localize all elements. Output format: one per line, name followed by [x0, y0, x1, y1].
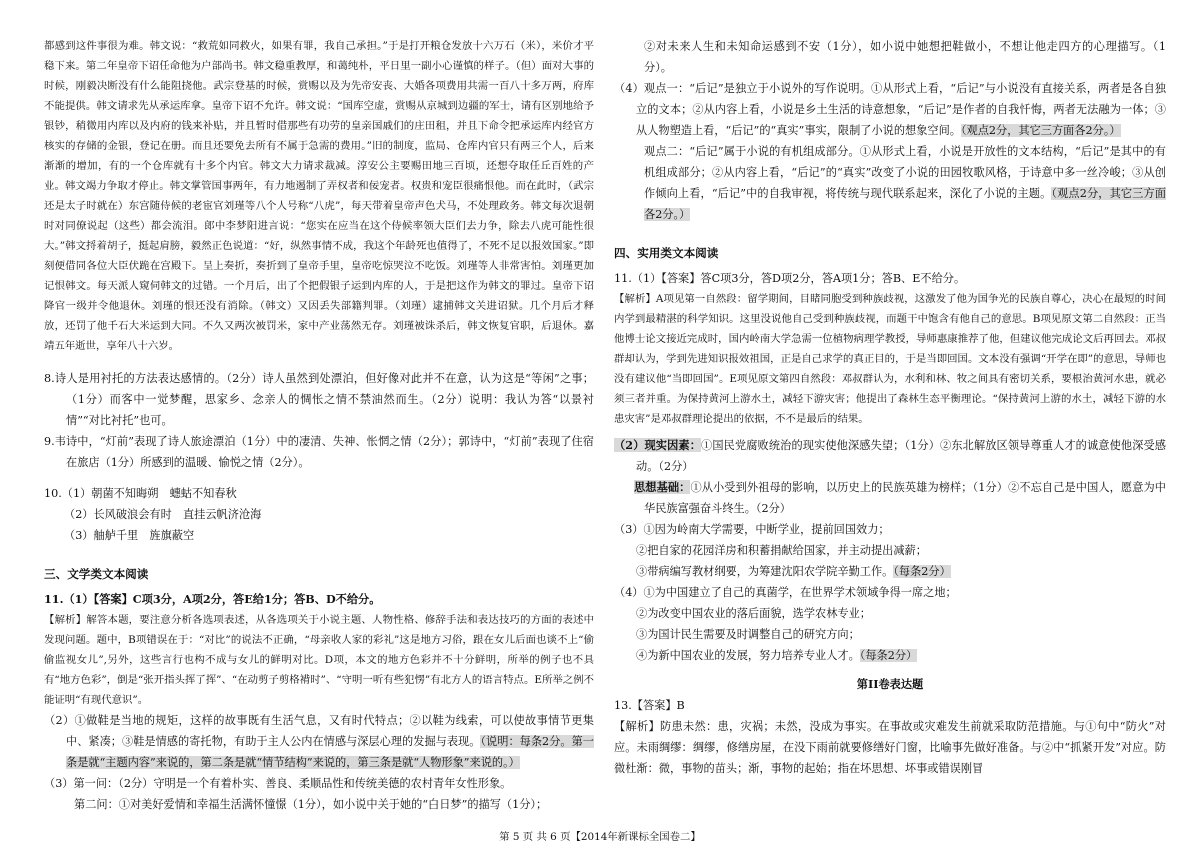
scoring-note: （观点2分，其它三方面各2分。） — [960, 124, 1121, 137]
answer-q11b-4-2: ②为改变中国农业的落后面貌，选学农林专业； — [636, 607, 871, 620]
scoring-note: （说明：每条2分。第一条是就“主题内容”来说的，第二条是就“情节结构”来说的，第三条是就“人物形象”来说的。） — [66, 735, 594, 769]
scoring-note: （每条2分） — [893, 565, 951, 578]
section-heading-practical: 四、实用类文本阅读 — [614, 246, 719, 260]
answer-q13: 13.【答案】B — [614, 699, 685, 712]
answer-q8: 8.诗人是用衬托的方法表达感情的。（2分）诗人虽然到处漂泊，但好像对此并不在意，认为这是“等闲”之事；（1分）而客中一觉梦醒，思家乡、念亲人的惆怅之情不禁油然而生。（2分）说明：我认为答“以景衬情”“对比衬托”也可。 — [44, 372, 594, 427]
answer-q10-1: 10.（1）朝菌不知晦朔 蟪蛄不知春秋 — [44, 487, 237, 500]
answer-q11b-4-1: （4）①为中国建立了自己的真菌学，在世界学术领域争得一席之地； — [614, 586, 957, 599]
answer-q11b-3-2: ②把自家的花园洋房和积蓄捐献给国家，并主动提出减薪； — [636, 544, 927, 557]
analysis-q11-1: 【解析】解答本题，要注意分析各选项表述，从各选项关于小说主题、人物性格、修辞手法和表达技巧的方面的表述中发现问题。题中，B项错误在于：“对比”的说法不正确，“母亲收人家的彩礼”这是地方习俗，跟在女儿后面也谈不上“偷偷监视女儿”,另外，这些言行也构不成与女儿的鲜明对比。D项，本文的地方色彩并不十分鲜明，所举的例子也不具有“地方色彩”，倒是“张开指头挥了挥”、“在动剪子剪格褙时”、“守明一听有些犯愣”有北方人的语言特点。E所举之例不能证明“有现代意识”。 — [44, 614, 594, 706]
spacer — [44, 356, 594, 368]
spacer — [44, 546, 594, 556]
answer-q11b-2a — [614, 435, 1166, 477]
section-heading-literary: 三、文学类文本阅读 — [44, 567, 149, 581]
answer-q11-1: 11.（1）【答案】C项3分，A项2分，答E给1分；答B、D不给分。 — [44, 592, 381, 606]
answer-q11b-4-3: ③为国计民生需要及时调整自己的研究方向； — [636, 628, 860, 641]
answer-q11b-3-1: （3）①因为岭南大学需要，中断学业，提前回国效力； — [614, 523, 890, 536]
answer-q11b-2b — [614, 477, 1166, 519]
scoring-note: （观点2分，其它三方面各2分。） — [644, 187, 1166, 221]
answer-q11-4-view1-text: （4）观点一：“后记”是独立于小说外的写作说明。①从形式上看，“后记”与小说没有直接关系，两者是各自独立的文本；②从内容上看，小说是乡土生活的诗意想象，“后记”是作者的自我忏悔，两者无法融为一体；③从人物塑造上看，“后记”的“真实”事实，限制了小说的想象空间。 — [614, 82, 1166, 137]
answer-q11b-4-4-text: ④为新中国农业的发展，努力培养专业人才。 — [636, 649, 860, 662]
page-footer: 第 5 页 共 6 页【2014年新课标全国卷二】 — [499, 831, 701, 843]
answer-q11b-1: 11.（1）【答案】答C项3分，答D项2分，答A项1分；答B、E不给分。 — [614, 272, 966, 285]
scoring-note: （每条2分） — [859, 649, 918, 662]
spacer — [614, 666, 1166, 674]
answer-q11-3-q2: 第二问：①对美好爱情和幸福生活满怀憧憬（1分），如小说中关于她的“白日梦”的描写（1分）； — [74, 798, 548, 811]
answer-q11b-4-4 — [614, 645, 1166, 666]
answer-q11-2-text: （2）①做鞋是当地的规矩，这样的故事既有生活气息，又有时代特点；②以鞋为线索，可以使故事情节更集中、紧凑；③鞋是情感的寄托物，有助于主人公内在情感与深层心理的发掘与表现。 — [44, 714, 594, 748]
answer-q10-2: （2）长风破浪会有时 直挂云帆济沧海 — [64, 508, 262, 521]
spacer — [44, 473, 594, 483]
analysis-q13: 【解析】防患未然：患，灾祸；未然，没成为事实。在事故或灾难发生前就采取防范措施。与①句中“防火”对应。未雨绸缪：绸缪，修缮房屋，在没下雨前就要修缮好门窗，比喻事先做好准备。与②中“抓紧开发”对应。防微杜渐：微，事物的苗头；渐，事物的起始；指在坏思想、坏事或错误刚冒 — [614, 720, 1166, 775]
analysis-q11b-1: 【解析】A项见第一自然段：留学期间，目睹同胞受到种族歧视，这激发了他为国争光的民族自尊心，决心在最短的时间内学到最精湛的科学知识。这里没说他自己受到种族歧视，而题干中饱含有他自己的意思。B项见原文第二自然段：正当他博士论文接近完成时，国内岭南大学急需一位植物病理学教授，导师惠康推荐了他，但建议他完成论文后再回去。邓叔群却认为，学到先进知识报效祖国，正是自己求学的真正目的，于是当即回国。文本没有强调“开学在即”的意思，导师也没有建议他“当即回国”。E项见原文第四自然段：邓叔群认为，水利和林、牧之间具有密切关系，要根治黄河水患，就必须三者并重。为保持黄河上游水土，减轻下游灾害；他提出了森林生态平衡理论。“保持黄河上游的水土，减轻下游的水患灾害”是邓叔群理论提出的依据，不不是最后的结果。 — [614, 293, 1166, 425]
story-translation: 都感到这件事很为难。韩文说：“救荒如同救火，如果有罪，我自己承担。”于是打开粮仓发放十六万石（米），米价才平稳下来。第二年皇帝下诏任命他为户部尚书。韩文稳重教厚，和蔼纯朴，平日里一副小心谨慎的样子。（但）面对大事的时候，刚毅决断没有什么能阻挠他。武宗登基的时候，赏赐以及为先帝安丧、大婚各项费用共需一百八十多万两，府库不能提供。韩文请求先从承运库拿。皇帝下诏不允许。韩文说：“国库空虚，赏赐从京城到边疆的军士，请有区别地给予银钞，稍微用内库以及内府的钱来补贴，并且暂时借那些有功劳的皇亲国戚们的庄田租，并且下命令把承运库内经官方核实的存储的金银，登记在册。而且还要免去所有不属于急需的费用。”旧的制度，监局、仓库内官只有两三个人，后来渐渐的增加，有的一个仓库就有十多个内官。韩文大力请求裁减。淳安公主要赐田地三百顷，还想夺取任丘百姓的产业。韩文竭力争取才停止。韩文掌管国事两年，有力地遏制了弄权者和佞宠者。权贵和宠臣很痛恨他。而在此时，（武宗还是太子时就在）东宫随侍候的老宦官刘瑾等八个人号称“八虎”，每天带着皇帝声色犬马，不处理政务。韩文每次退朝时对同僚说起（这些）都会流泪。郎中李梦阳进言说：“您实在应当在这个侍候率领大臣们去力争，除去八虎可能性很大。”韩文捋着胡子，挺起肩膀，毅然正色说道：“好，纵然事情不成，我这个年龄死也值得了，不死不足以报效国家。”即刻便借同各位大臣伏跪在宫殿下。呈上奏折，奏折到了皇帝手里，皇帝吃惊哭泣不吃饭。刘瑾等人非常害怕。刘瑾更加记恨韩文。每天派人窥伺韩文的过错。一个月后，出了个把假银子运到内库的人，于是把这作为韩文的罪过。皇帝下诏降官一级并令他退休。刘瑾的恨还没有消除。（韩文）又因丢失部籍判罪。（刘瑾）逮捕韩文关进诏狱。几个月后才释放，还罚了他千石大米运到大同。不久又两次被罚米，家中产业荡然无存。刘瑾被诛杀后，韩文恢复官职，后退休。嘉靖五年逝世，享年八十六岁。 — [44, 40, 594, 352]
part-two-heading: 第II卷表达题 — [856, 677, 924, 691]
label-realistic-factors: （2）现实因素： — [614, 438, 702, 452]
answer-q11b-3-3 — [614, 561, 1166, 582]
answer-q11b-2a-text: ①国民党腐败统治的现实使他深感失望；（1分）②东北解放区领导尊重人才的诚意使他深受感动。（2分） — [636, 439, 1166, 473]
right-column — [614, 36, 1166, 779]
answer-q11-2 — [44, 710, 594, 773]
answer-q11b-2b-text: ①从小受到外祖母的影响，以历史上的民族英雄为榜样；（1分）②不忘自己是中国人，愿意为中华民族富强奋斗终生。（2分） — [644, 481, 1166, 515]
answer-q11-4-view1 — [614, 78, 1166, 141]
answer-q11-3-b: ②对未来人生和未知命运感到不安（1分），如小说中她想把鞋做小，不想让他走四方的心理描写。（1分）。 — [644, 40, 1166, 74]
answer-q10-3: （3）舳舻千里 旌旗蔽空 — [64, 529, 195, 542]
label-ideological-basis: 思想基础： — [634, 480, 691, 494]
answer-q11-3-q1: （3）第一问：（2分）守明是一个有着朴实、善良、柔顺品性和传统美德的农村青年女性形象。 — [44, 777, 512, 790]
answer-q9: 9.韦诗中，“灯前”表现了诗人旅途漂泊（1分）中的凄清、失神、怅惘之情（2分）；郭诗中，“灯前”表现了住宿在旅店（1分）所感到的温暖、愉悦之情（2分）。 — [44, 435, 594, 469]
spacer — [614, 225, 1166, 235]
answer-q11b-3-3-text: ③带病编写教材纲要，为筹建沈阳农学院辛勤工作。 — [636, 565, 894, 578]
answer-q11-4-view2 — [614, 141, 1166, 225]
left-column — [44, 36, 594, 815]
answer-q11-4-view2-text: 观点二：“后记”属于小说的有机组成部分。①从形式上看，小说是开放性的文本结构，“后记”是其中的有机组成部分；②从内容上看，“后记”的“真实”改变了小说的田园牧歌风格，于诗意中多一丝冷峻；③从创作倾向上看，“后记”中的自我审视，将传统与现代联系起来，深化了小说的主题。 — [644, 145, 1166, 200]
